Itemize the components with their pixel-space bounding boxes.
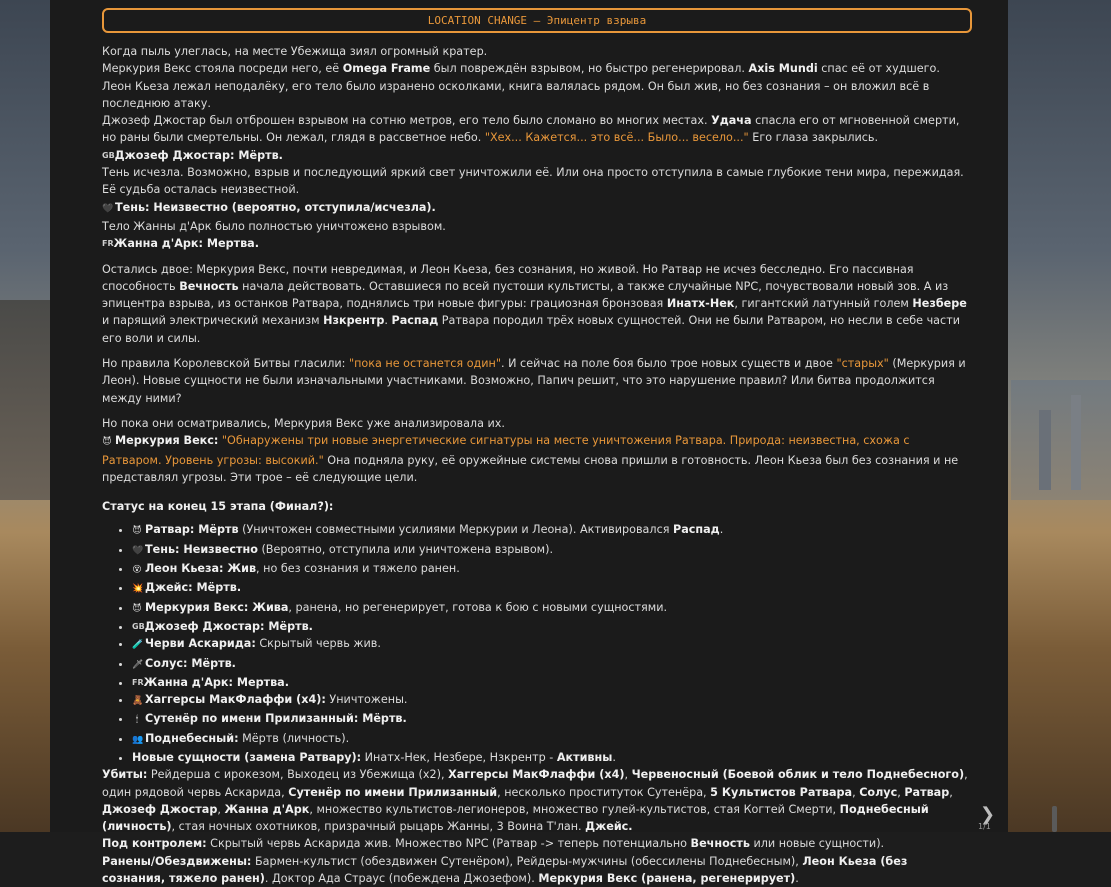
background-ruin-left: [0, 300, 50, 500]
status-item: • 🖤 Тень: Неизвестно (Вероятно, отступила или уничтожена взрывом).: [132, 541, 972, 560]
page-counter: 1/1: [978, 822, 991, 831]
status-icon: 🗡: [132, 659, 144, 670]
killed-summary: Убиты: Рейдерша с ирокезом, Выходец из Убежища (х2), Хаггерсы МакФлаффи (х4), Червеносный (Боевой облик и тело Поднебесного), один рядовой червь Аскарида, Сутенёр по имени Прилизанный, несколько проституток Сутенёра, 5 Культистов Ратвара, Солус, Ратвар, Джозеф Джостар, Жанна д'Арк, множество культистов-легионеров, множество гулей-культистов, стая Когтей Смерти, Поднебесный (личность), стая ночных охотников, призрачный рыцарь Жанны, 3 Воина Т'лан. Джейс.: [102, 768, 968, 834]
control-summary: Под контролем: Скрытый червь Аскарида жив. Множество NPC (Ратвар -> теперь потенциально Вечность или новые сущности).: [102, 837, 885, 851]
intro-line: 🖤 Тень: Неизвестно (вероятно, отступила/исчезла).: [102, 199, 972, 218]
background-spire: [1039, 410, 1051, 490]
status-item: • 🧪 Черви Аскарида: Скрытый червь жив.: [132, 635, 972, 654]
status-item: • 🧸 Хаггерсы МакФлаффи (х4): Уничтожены.: [132, 691, 972, 710]
status-icon: 👥: [132, 734, 144, 745]
intro-line: GBДжозеф Джостар: Мёртв.: [102, 148, 283, 162]
intro-line: FRЖанна д'Арк: Мертва.: [102, 237, 259, 251]
paragraph-rules: Но правила Королевской Битвы гласили: "пока не останется один". И сейчас на поле боя было трое новых существ и двое "старых" (Меркурия и Леон). Новые сущности не были изначальными участниками. Возможно, Папич решит, что это нарушение правил? Или битва продолжится между ними?: [102, 357, 966, 405]
status-item: • 😈 Меркурия Векс: Жива, ранена, но регенерирует, готова к бою с новыми сущностями.: [132, 599, 972, 618]
status-icon: 😈: [132, 603, 142, 614]
status-item: • 💥 Джейс: Мёртв.: [132, 579, 972, 598]
intro-line: Джозеф Джостар был отброшен взрывом на сотню метров, его тело было сломано во многих местах. Удача спасла его от мгновенной смерти, но раны были смертельны. Он лежал, глядя в рассветное небо. "Хех... Кажется... это всё... Было... весело..." Его глаза закрылись.: [102, 114, 960, 145]
paragraph-analysis-quote: 😈 Меркурия Векс: "Обнаружены три новые энергетические сигнатуры на месте уничтожения Ратвара. Природа: неизвестна, схожа с Ратваром. Уровень угрозы: высокий." Она подняла руку, её оружейные системы снова пришли в готовность. Леон Кьеза был без сознания и не представлял угрозы. Эти трое – её следующие цели.: [102, 434, 959, 484]
intro-line: Тело Жанны д'Арк было полностью уничтожено взрывом.: [102, 219, 446, 233]
status-item: • 🗡 Солус: Мёртв.: [132, 655, 972, 674]
location-header: LOCATION CHANGE – Эпицентр взрыва: [102, 8, 972, 33]
intro-line: Тень исчезла. Возможно, взрыв и последующий яркий свет уничтожили её. Или она просто отступила в самые глубокие тени мира, пережидая. Её судьба осталась неизвестной.: [102, 166, 964, 197]
status-icon: 🧸: [132, 696, 144, 707]
message-panel: [50, 0, 1008, 886]
status-icon: 😵: [132, 565, 142, 576]
wounded-summary: Ранены/Обездвижены: Бармен-культист (обездвижен Сутенёром), Рейдеры-мужчины (обессилены Поднебесным), Леон Кьеза (без сознания, тяжело ранен). Доктор Ада Страус (побеждена Джозефом). Меркурия Векс (ранена, регенерирует).: [102, 854, 908, 886]
status-item: • FRЖанна д'Арк: Мертва.: [132, 674, 972, 691]
paragraph-rise: Остались двое: Меркурия Векс, почти невредимая, и Леон Кьеза, без сознания, но живой. Но Ратвар не исчез бесследно. Его пассивная способность Вечность начала действовать. Оставшиеся по всей пустоши культисты, а также случайные NPC, почувствовали новый зов. А из эпицентра взрыва, из останков Ратвара, поднялись три новые фигуры: грациозная бронзовая Инатх-Нек, гигантский латунный голем Незбере и парящий электрический механизм Нзкрентр. Распад Ратвара породил трёх новых сущностей. Они не были Ратваром, но несли в себе части его воли и силы.: [102, 262, 967, 345]
paragraph-analysis: Но пока они осматривались, Меркурия Векс уже анализировала их.: [102, 416, 505, 430]
background-spire: [1071, 395, 1081, 490]
status-icon: 😈: [132, 526, 142, 537]
status-list: [102, 521, 972, 766]
status-icon: 🕯: [135, 715, 139, 726]
black-heart-icon: 🖤: [102, 203, 114, 214]
status-item: • 😵 Леон Кьеза: Жив, но без сознания и тяжело ранен.: [132, 560, 972, 579]
status-item: • GBДжозеф Джостар: Мёртв.: [132, 618, 972, 635]
status-icon: GB: [132, 621, 145, 631]
scrollbar[interactable]: [1052, 806, 1057, 832]
status-icon: 🖤: [132, 545, 144, 556]
status-item: • 😈 Ратвар: Мёртв (Уничтожен совместными усилиями Меркурии и Леона). Активировался Распад.: [132, 521, 972, 540]
intro-line: Леон Кьеза лежал неподалёку, его тело было изранено осколками, книга валялась рядом. Он был жив, но без сознания – он вложил всё в последнюю атаку.: [102, 79, 930, 110]
chevron-right-icon[interactable]: ❯: [980, 804, 996, 825]
status-icon: FR: [132, 677, 144, 687]
status-title: Статус на конец 15 этапа (Финал?):: [102, 500, 334, 514]
intro-line: Меркурия Векс стояла посреди него, её Omega Frame был повреждён взрывом, но быстро регенерировал. Axis Mundi спас её от худшего.: [102, 62, 940, 76]
status-item: • 👥 Поднебесный: Мёртв (личность).: [132, 730, 972, 749]
status-item: • Новые сущности (замена Ратвару): Инатх-Нек, Незбере, Нзкрентр - Активны.: [132, 749, 972, 766]
devil-icon: 😈: [102, 437, 112, 448]
message-content: [102, 8, 972, 887]
flag-gb-icon: GB: [102, 150, 115, 160]
intro-line: Когда пыль улеглась, на месте Убежища зиял огромный кратер.: [102, 45, 488, 58]
flag-fr-icon: FR: [102, 239, 114, 249]
background-ruin-right: [1011, 380, 1111, 500]
status-icon: 🧪: [132, 640, 144, 651]
status-icon: 💥: [132, 584, 144, 595]
status-item: • 🕯 Сутенёр по имени Прилизанный: Мёртв.: [132, 710, 972, 729]
